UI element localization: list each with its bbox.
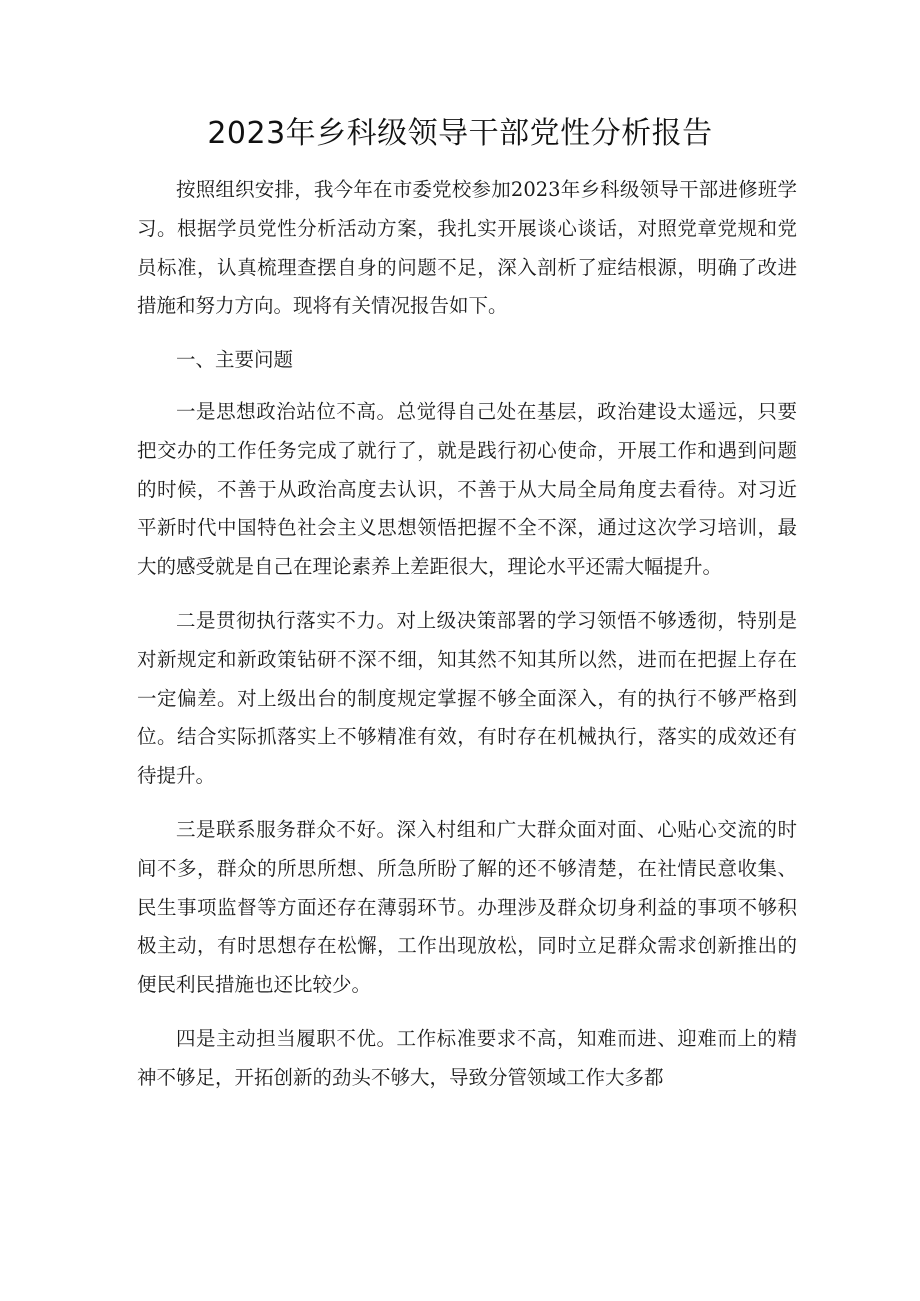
problem-paragraph-1: 一是思想政治站位不高。总觉得自己处在基层，政治建设太遥远，只要把交办的工作任务完成了就行了，就是践行初心使命，开展工作和遇到问题的时候，不善于从政治高度去认识，不善于从大局全局角度去看待。对习近平新时代中国特色社会主义思想领悟把握不全不深，通过这次学习培训，最大的感受就是自己在理论素养上差距很大，理论水平还需大幅提升。: [137, 399, 797, 579]
document-body: [137, 171, 797, 1113]
intro-paragraph: 按照组织安排，我今年在市委党校参加2023年乡科级领导干部进修班学习。根据学员党性分析活动方案，我扎实开展谈心谈话，对照党章党规和党员标准，认真梳理查摆自身的问题不足，深入剖析了症结根源，明确了改进措施和努力方向。现将有关情况报告如下。: [137, 178, 797, 318]
document-title: 2023年乡科级领导干部党性分析报告: [207, 116, 713, 151]
problem-paragraph-3: 三是联系服务群众不好。深入村组和广大群众面对面、心贴心交流的时间不多，群众的所思所想、所急所盼了解的还不够清楚，在社情民意收集、民生事项监督等方面还存在薄弱环节。办理涉及群众切身利益的事项不够积极主动，有时思想存在松懈，工作出现放松，同时立足群众需求创新推出的便民利民措施也还比较少。: [137, 817, 797, 997]
problem-paragraph-4: 四是主动担当履职不优。工作标准要求不高，知难而进、迎难而上的精神不够足，开拓创新的劲头不够大，导致分管领域工作大多都: [137, 1026, 797, 1089]
problem-paragraph-2: 二是贯彻执行落实不力。对上级决策部署的学习领悟不够透彻，特别是对新规定和新政策钻研不深不细，知其然不知其所以然，进而在把握上存在一定偏差。对上级出台的制度规定掌握不够全面深入，有的执行不够严格到位。结合实际抓落实上不够精准有效，有时存在机械执行，落实的成效还有待提升。: [137, 608, 797, 788]
section-heading-main-problems: 一、主要问题: [176, 348, 294, 372]
